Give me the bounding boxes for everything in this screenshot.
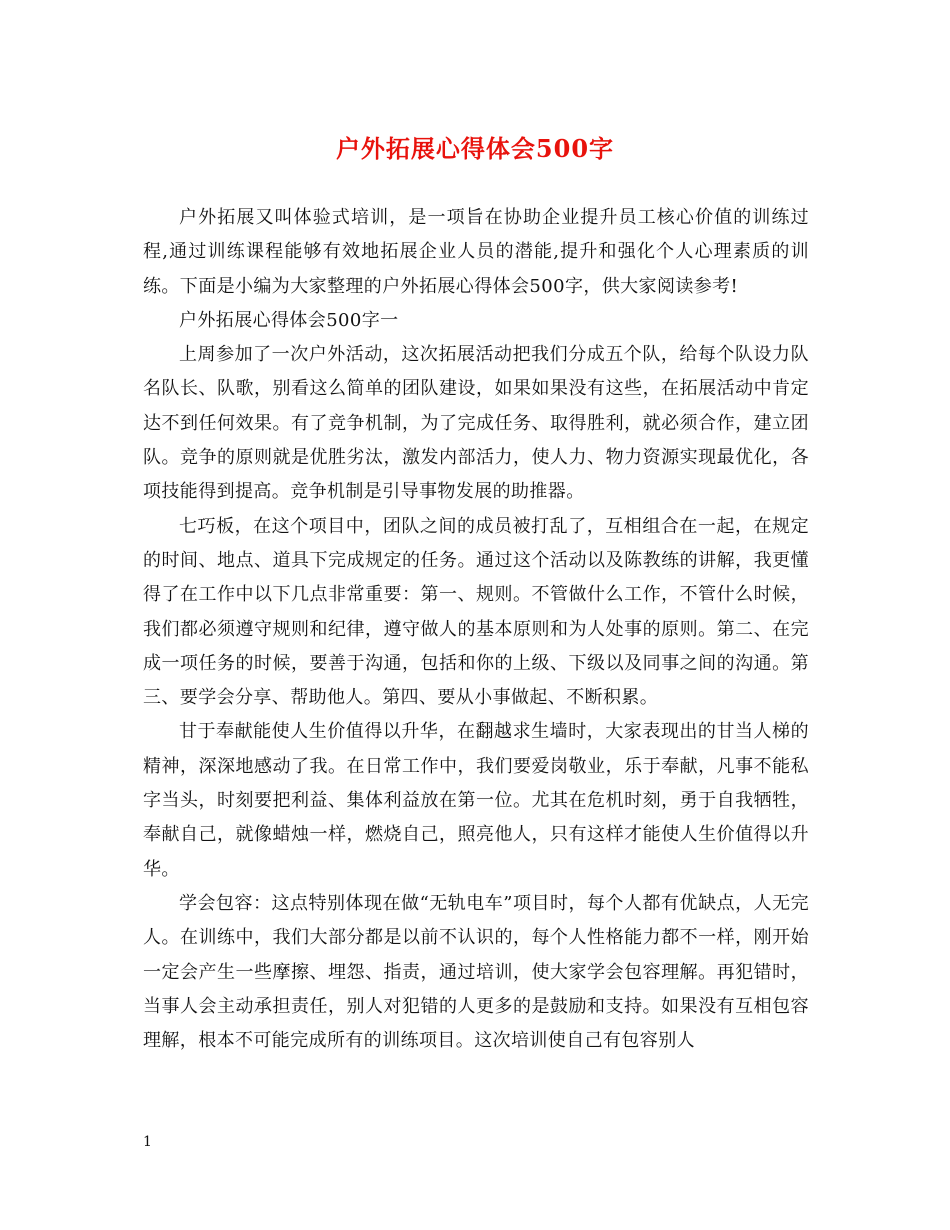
page-number: 1 <box>143 1134 152 1150</box>
paragraph: 户外拓展又叫体验式培训，是一项旨在协助企业提升员工核心价值的训练过程,通过训练课程能够有效地拓展企业人员的潜能,提升和强化个人心理素质的训练。下面是小编为大家整理的户外拓展心得体会500字，供大家阅读参考! <box>143 207 809 297</box>
paragraph: 上周参加了一次户外活动，这次拓展活动把我们分成五个队，给每个队设力队名队长、队歌，别看这么简单的团队建设，如果如果没有这些，在拓展活动中肯定达不到任何效果。有了竞争机制，为了完成任务、取得胜利，就必须合作，建立团队。竞争的原则就是优胜劣汰，激发内部活力，使人力、物力资源实现最优化，各项技能得到提高。竞争机制是引导事物发展的助推器。 <box>143 344 809 503</box>
document-body <box>143 201 809 1058</box>
document-title: 户外拓展心得体会500字 <box>335 134 615 163</box>
paragraph: 甘于奉献能使人生价值得以升华，在翻越求生墙时，大家表现出的甘当人梯的精神，深深地感动了我。在日常工作中，我们要爱岗敬业，乐于奉献，凡事不能私字当头，时刻要把利益、集体利益放在第一位。尤其在危机时刻，勇于自我牺牲，奉献自己，就像蜡烛一样，燃烧自己，照亮他人，只有这样才能使人生价值得以升华。 <box>143 721 809 880</box>
section-heading: 户外拓展心得体会500字一 <box>179 309 399 331</box>
paragraph: 学会包容：这点特别体现在做“无轨电车”项目时，每个人都有优缺点，人无完人。在训练中，我们大部分都是以前不认识的，每个人性格能力都不一样，刚开始一定会产生一些摩擦、埋怨、指责，通过培训，使大家学会包容理解。再犯错时，当事人会主动承担责任，别人对犯错的人更多的是鼓励和支持。如果没有互相包容理解，根本不可能完成所有的训练项目。这次培训使自己有包容别人 <box>143 892 809 1052</box>
paragraph: 七巧板，在这个项目中，团队之间的成员被打乱了，互相组合在一起，在规定的时间、地点、道具下完成规定的任务。通过这个活动以及陈教练的讲解，我更懂得了在工作中以下几点非常重要：第一、规则。不管做什么工作，不管什么时候，我们都必须遵守规则和纪律，遵守做人的基本原则和为人处事的原则。第二、在完成一项任务的时候，要善于沟通，包括和你的上级、下级以及同事之间的沟通。第三、要学会分享、帮助他人。第四、要从小事做起、不断积累。 <box>143 515 809 709</box>
